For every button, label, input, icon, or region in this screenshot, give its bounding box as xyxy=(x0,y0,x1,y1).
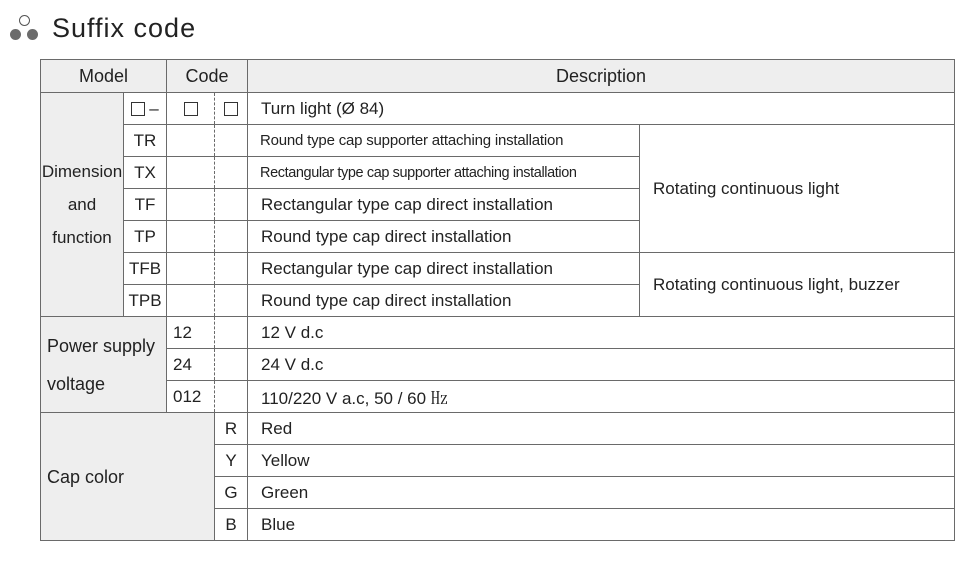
turn-light-description: Turn light (Ø 84) xyxy=(248,93,955,125)
empty-cell xyxy=(167,221,215,253)
table-row xyxy=(41,413,955,445)
code-cell: 12 xyxy=(167,317,215,349)
empty-cell xyxy=(215,349,248,381)
code-placeholder-dimension xyxy=(167,93,215,125)
table-row xyxy=(41,253,955,285)
empty-cell xyxy=(215,125,248,157)
empty-box-icon xyxy=(224,102,238,116)
code-cell: G xyxy=(215,477,248,509)
code-cell: TFB xyxy=(124,253,167,285)
empty-cell xyxy=(215,317,248,349)
empty-cell xyxy=(167,125,215,157)
code-cell: TP xyxy=(124,221,167,253)
code-cell: TX xyxy=(124,157,167,189)
table-row xyxy=(41,125,955,157)
empty-cell xyxy=(215,189,248,221)
code-cell: TF xyxy=(124,189,167,221)
code-placeholder-model: – xyxy=(124,93,167,125)
description-cell: Round type cap direct installation xyxy=(248,221,640,253)
description-cell: 110/220 V a.c, 50 / 60 ㎐ xyxy=(248,381,955,413)
power-supply-label: Power supply voltage xyxy=(41,317,167,413)
description-cell: Round type cap direct installation xyxy=(248,285,640,317)
suffix-code-table xyxy=(40,59,955,541)
three-dots-icon xyxy=(8,13,46,43)
empty-cell xyxy=(215,253,248,285)
empty-cell xyxy=(167,285,215,317)
empty-box-icon xyxy=(184,102,198,116)
code-cell: 24 xyxy=(167,349,215,381)
code-cell: B xyxy=(215,509,248,541)
description-cell: Red xyxy=(248,413,955,445)
table-row-turn-light xyxy=(41,93,955,125)
table-row xyxy=(41,381,955,413)
code-cell: TR xyxy=(124,125,167,157)
table-row xyxy=(41,349,955,381)
empty-cell xyxy=(167,157,215,189)
dimension-function-label: Dimension and function xyxy=(41,93,124,317)
description-cell: Rectangular type cap supporter attaching installation xyxy=(248,157,640,189)
code-cell: 012 xyxy=(167,381,215,413)
code-cell: Y xyxy=(215,445,248,477)
header-description: Description xyxy=(248,60,955,93)
code-cell: R xyxy=(215,413,248,445)
description-cell: Rectangular type cap direct installation xyxy=(248,253,640,285)
empty-cell xyxy=(215,381,248,413)
description-cell: Round type cap supporter attaching installation xyxy=(248,125,640,157)
empty-cell xyxy=(215,157,248,189)
description-cell: Blue xyxy=(248,509,955,541)
table-row xyxy=(41,317,955,349)
page-title xyxy=(8,10,196,46)
description-cell: 24 V d.c xyxy=(248,349,955,381)
header-code: Code xyxy=(167,60,248,93)
empty-cell xyxy=(215,221,248,253)
header-model: Model xyxy=(41,60,167,93)
cap-color-label: Cap color xyxy=(41,413,215,541)
empty-cell xyxy=(167,253,215,285)
empty-cell xyxy=(167,189,215,221)
description-cell: Yellow xyxy=(248,445,955,477)
header-row xyxy=(41,60,955,93)
description-cell: Rectangular type cap direct installation xyxy=(248,189,640,221)
code-placeholder-power xyxy=(215,93,248,125)
empty-cell xyxy=(215,285,248,317)
description-cell: Green xyxy=(248,477,955,509)
empty-box-icon xyxy=(131,102,145,116)
description-cell: 12 V d.c xyxy=(248,317,955,349)
group-description-buzzer: Rotating continuous light, buzzer xyxy=(640,253,955,317)
group-description-rotating: Rotating continuous light xyxy=(640,125,955,253)
code-cell: TPB xyxy=(124,285,167,317)
title-text: Suffix code xyxy=(52,12,197,43)
